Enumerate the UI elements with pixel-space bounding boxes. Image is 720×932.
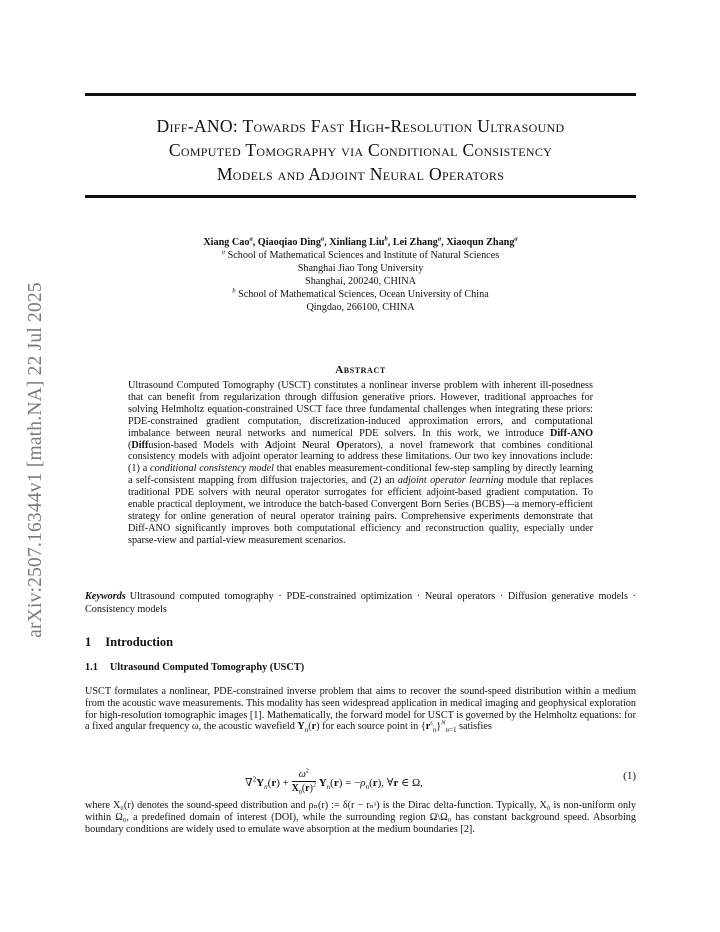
author: Lei Zhang (392, 237, 438, 248)
affiliation: Shanghai, 200240, CHINA (305, 276, 416, 287)
author: Qiaoqiao Ding (257, 237, 321, 248)
abstract-heading: Abstract (335, 364, 386, 376)
author-sup: a (514, 235, 518, 243)
author-sup: a (437, 235, 442, 243)
affiliation: $^a$ School of Mathematical Sciences and Institute of Natural Sciences (221, 248, 500, 261)
keywords-label: Keywords (85, 591, 126, 602)
equation-number: (1) (623, 770, 636, 782)
author-sup: a (320, 235, 325, 243)
intro-paragraph-1: USCT formulates a nonlinear, PDE-constrained inverse problem that aims to recover the sound-speed distribution within a medium from the acoustic wave measurements. This modality has seen widespread application in medical imaging and geophysical exploration for high-resolution tomographic images [1]. Mathematically, the forward model for USCT is governed by the Helmholtz equations: for a fixed angular frequency ω, the acoustic wavefield $Y_n(r)$ for each source point in $\{r^s_n\}^N_{n=1}$ satisfies (85, 686, 636, 735)
title-top-rule (85, 93, 636, 96)
equation-body: $\nabla^2Y_n(r)$ + $\frac{\omega^2}{X_0(r)^2}$ $Y_n(r) = -\rho_n(r)$, ∀r ∈ Ω, (245, 768, 423, 796)
intro-paragraph-2: where X₀(r) denotes the sound-speed distribution and ρₙ(r) := δ(r − rₙˢ) is the Dirac delta-function. Typically, X₀ is non-uniform only within Ω₀, a predefined domain of interest (DOI), while the surrounding region Ω\Ω₀ has constant background speed. Absorbing boundary conditions are widely used to emulate wave absorption at the medium boundaries [2]. (85, 800, 636, 835)
affiliation: Shanghai Jiao Tong University (297, 263, 424, 274)
keywords-text: Ultrasound computed tomography · PDE-constrained optimization · Neural operators · Diffusion generative models · Consistency models (85, 591, 636, 615)
title-bottom-rule (85, 195, 636, 198)
subsection-heading: 1.1 Ultrasound Computed Tomography (USCT) (85, 662, 305, 673)
author: Xiang Cao (203, 237, 250, 248)
keywords (85, 591, 636, 616)
title-line-3: Models and Adjoint Neural Operators (216, 164, 505, 184)
author: Xinliang Liu (329, 237, 385, 248)
title-line-1: Diff-ANO: Towards Fast High-Resolution Ultrasound (156, 116, 565, 136)
author-sup: a (249, 235, 253, 243)
paper-title (85, 114, 636, 186)
affiliation: $^b$ School of Mathematical Sciences, Ocean University of China (232, 287, 489, 300)
arxiv-identifier: arXiv:2507.16344v1 [math.NA] 22 Jul 2025 (25, 282, 46, 638)
abstract-body: Ultrasound Computed Tomography (USCT) constitutes a nonlinear inverse problem with inherent ill-posedness that can benefit from regularization through diffusion generative priors. However, traditional approaches for solving Helmholtz equation-constrained USCT face three fundamental challenges when integrating these priors: PDE-constrained gradient computation, discretization-induced approximation errors, and computational imbalance between neural networks and numerical PDE solvers. In this work, we introduce Diff-ANO (Diffusion-based Models with Adjoint Neural Operators), a novel framework that combines conditional consistency models with adjoint operator learning to address these limitations. Our two key innovations include: (1) a conditional consistency model that enables measurement-conditional few-step sampling by directly learning a self-consistent mapping from diffusion trajectories, and (2) an adjoint operator learning module that replaces traditional PDE solvers with neural operator surrogates for efficient adjoint-based gradient computation. To enable practical deployment, we introduce the batch-based Convergent Born Series (BCBS)—a memory-efficient strategy for online generation of neural operator training pairs. Comprehensive experiments demonstrate that Diff-ANO significantly improves both computational efficiency and reconstruction quality, especially under sparse-view and partial-view measurement scenarios. (128, 380, 593, 546)
equation-1 (85, 760, 636, 796)
affiliation: Qingdao, 266100, CHINA (306, 302, 415, 313)
section-heading: 1 Introduction (85, 635, 174, 649)
author-names: Xiang Cao$^a$, Qiaoqiao Ding$^a$, Xinliang Liu$^b$, Lei Zhang$^a$, Xiaoqun Zhang$^a$ (203, 235, 518, 248)
author-sup: b (384, 235, 388, 243)
title-line-2: Computed Tomography via Conditional Consistency (168, 140, 553, 160)
author-block (85, 236, 636, 314)
author: Xiaoqun Zhang (446, 237, 515, 248)
